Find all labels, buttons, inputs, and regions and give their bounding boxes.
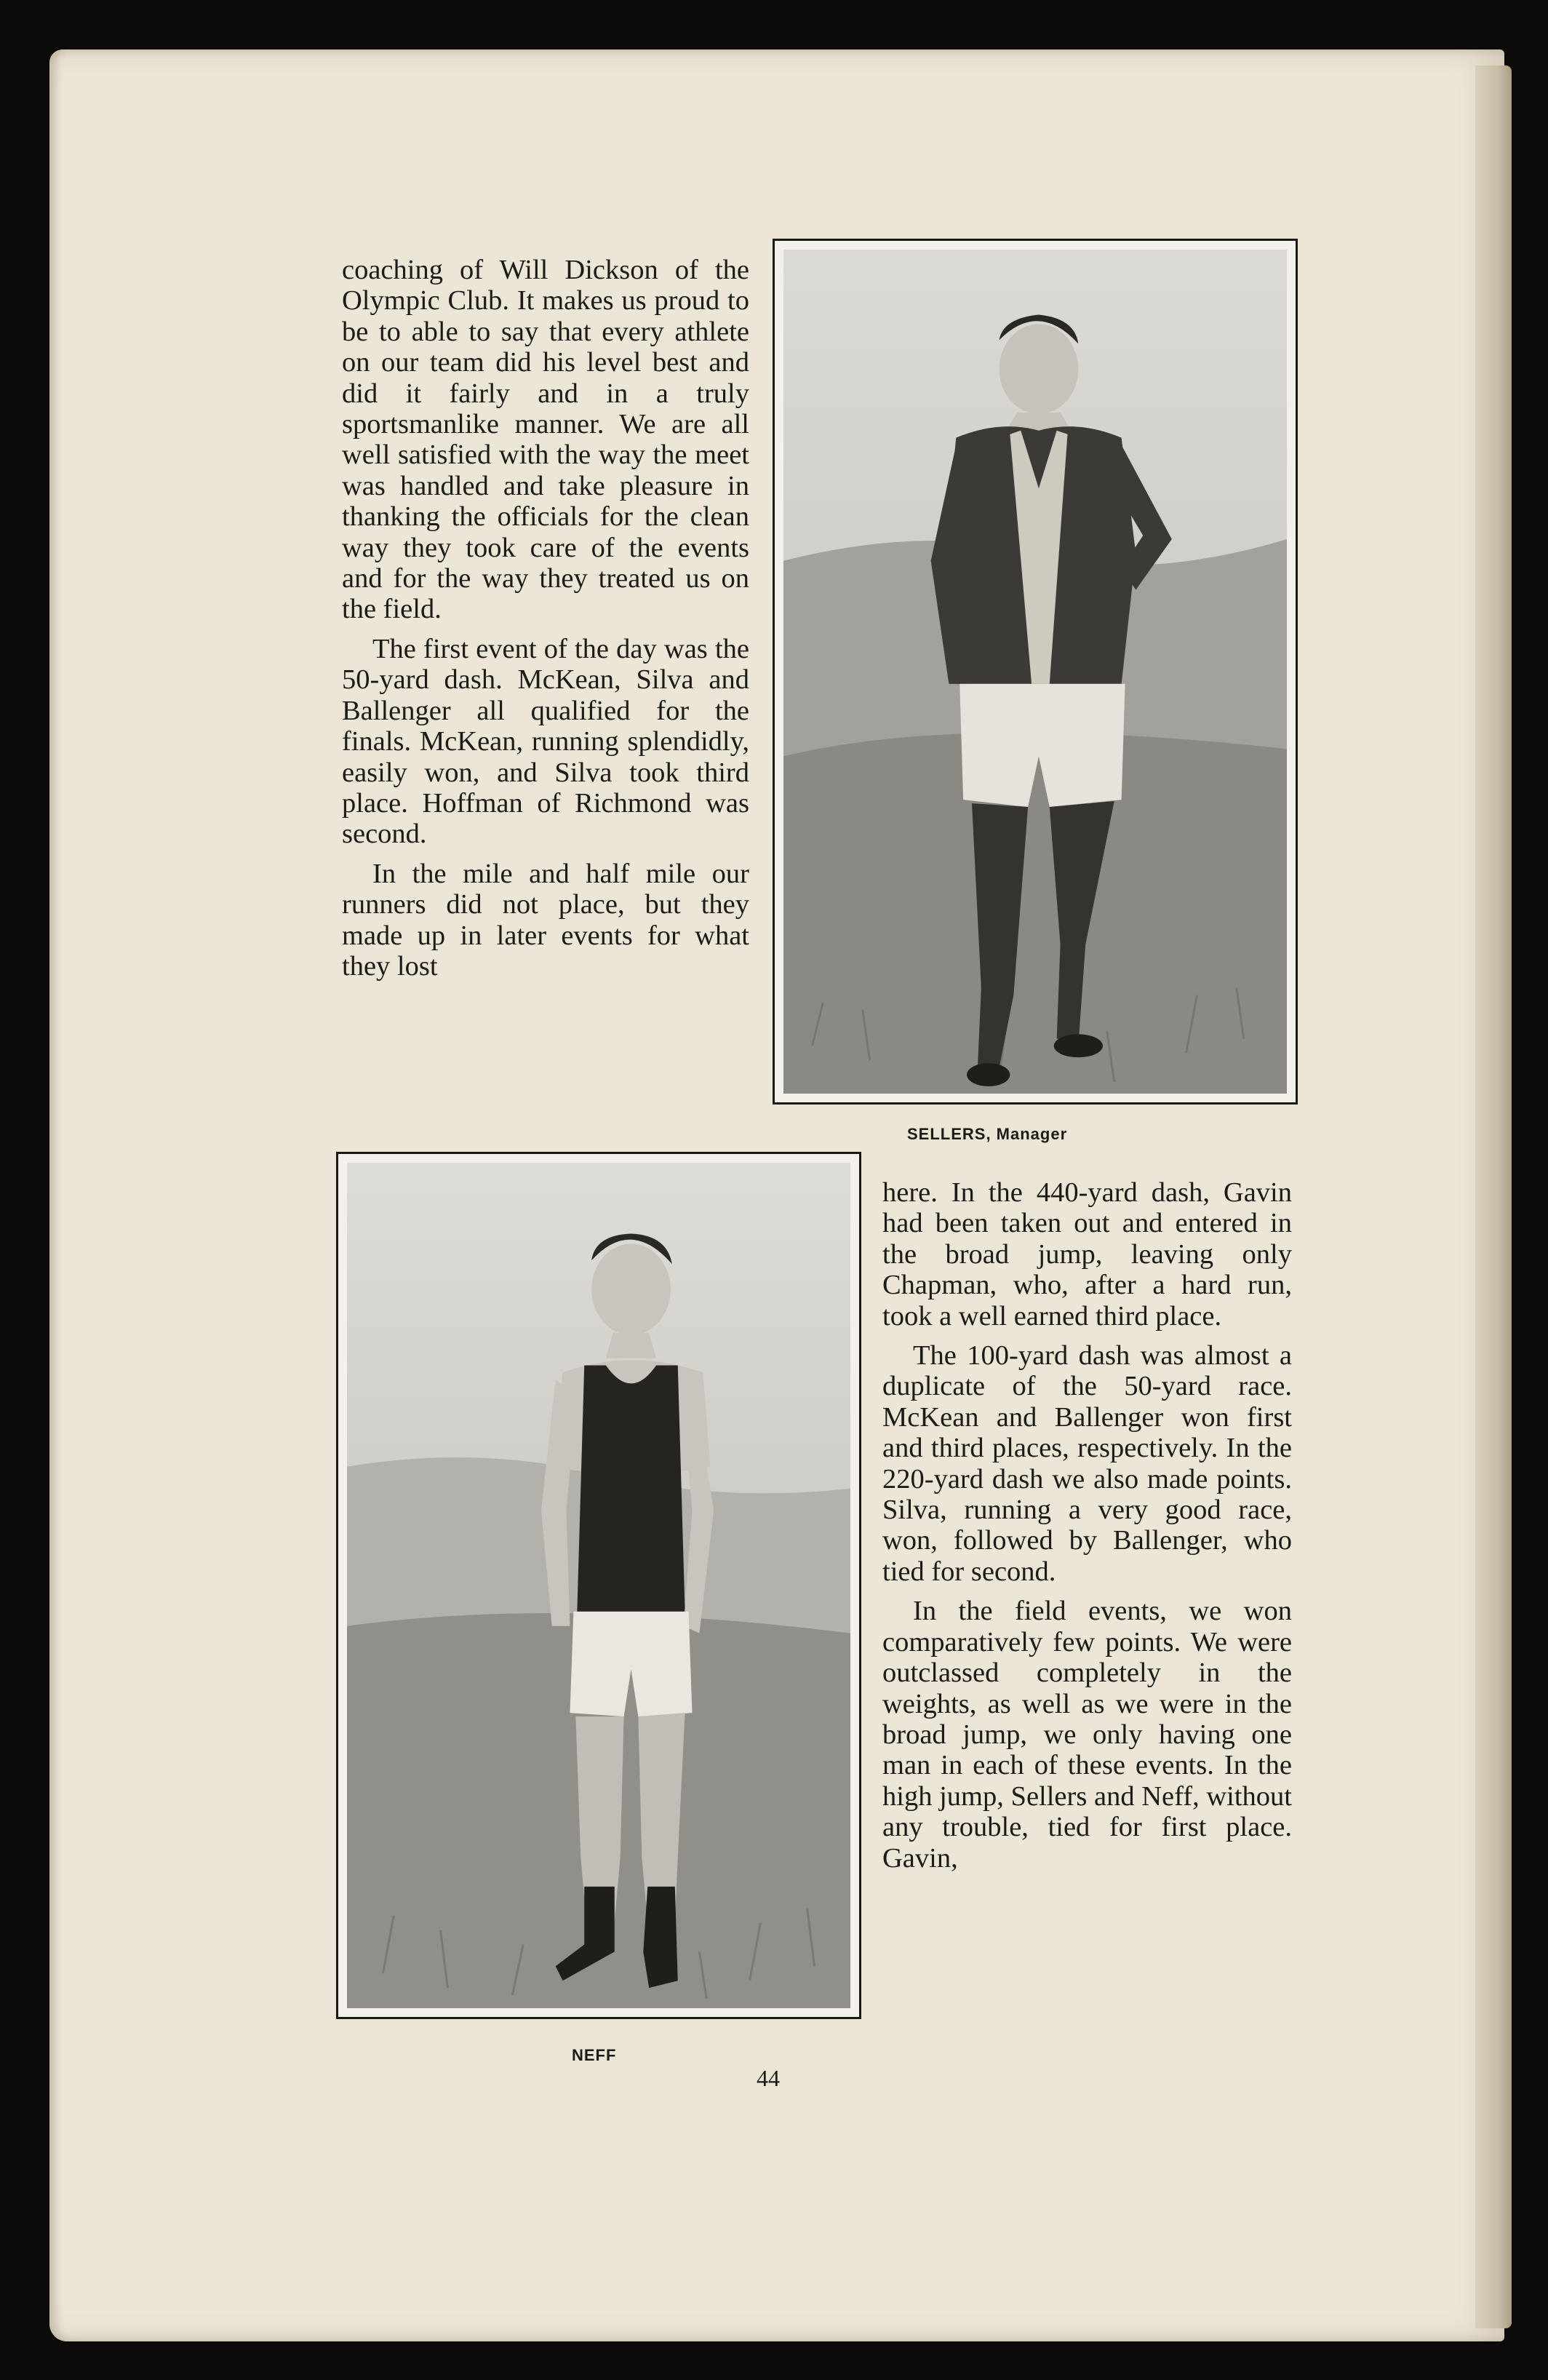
paragraph-5: The 100-yard dash was almost a duplicate of the 50-yard race. McKean and Ballenger won first and third places, respectively. In the 220-yard dash we also made points. Silva, running a very good race, won, followed by Ballenger, who tied for second.: [882, 1340, 1292, 1587]
paragraph-3: In the mile and half mile our runners did not place, but they made up in later events for what they lost: [342, 858, 749, 982]
paragraph-4: here. In the 440-yard dash, Gavin had been taken out and entered in the broad jump, leaving only Chapman, who, after a hard run, took a well earned third place.: [882, 1177, 1292, 1332]
caption-neff: NEFF: [572, 2046, 617, 2064]
neff-photo-image: [347, 1163, 850, 2008]
page-number: 44: [757, 2065, 780, 2091]
photo-neff: [336, 1152, 861, 2019]
page-edge: [1475, 65, 1512, 2328]
right-text-column: [882, 1177, 1292, 1874]
photo-sellers: [773, 239, 1298, 1105]
paragraph-6: In the field events, we won comparatively few points. We were outclassed completely in the weights, as well as we were in the broad jump, we only having one man in each of these events. In the high jump, Sellers and Neff, without any trouble, tied for first place. Gavin,: [882, 1596, 1292, 1874]
caption-sellers: SELLERS, Manager: [907, 1125, 1068, 1143]
paragraph-2: The first event of the day was the 50-yard dash. McKean, Silva and Ballenger all qualified for the finals. McKean, running splendidly, easily won, and Silva took third place. Hoffman of Richmond was second.: [342, 633, 749, 850]
left-text-column: [342, 255, 749, 982]
sellers-photo-image: [783, 250, 1287, 1094]
paragraph-1: coaching of Will Dickson of the Olympic Club. It makes us proud to be to able to say that every athlete on our team did his level best and did it fairly and in a truly sportsmanlike manner. We are all well satisfied with the way the meet was handled and take pleasure in thanking the officials for the clean way they took care of the events and for the way they treated us on the field.: [342, 255, 749, 625]
